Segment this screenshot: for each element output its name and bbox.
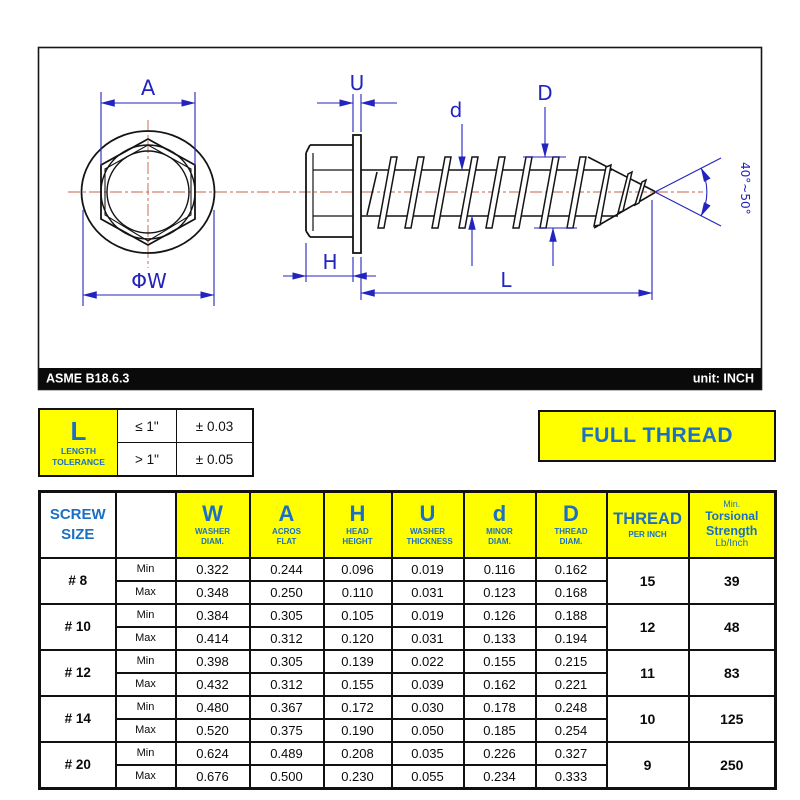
tolerance-condition: > 1" bbox=[118, 443, 177, 477]
table-row bbox=[40, 742, 776, 765]
symbol-h: H bbox=[349, 500, 366, 526]
column-header-w bbox=[176, 492, 250, 558]
spec-table-body bbox=[40, 558, 776, 789]
tolerance-title: LENGTH TOLERANCE bbox=[52, 445, 105, 467]
value-cell: 0.348 bbox=[176, 581, 250, 604]
table-row bbox=[40, 650, 776, 673]
table-row bbox=[40, 558, 776, 581]
value-cell: 0.172 bbox=[324, 696, 392, 719]
value-cell: 0.322 bbox=[176, 558, 250, 581]
value-cell: 0.185 bbox=[464, 719, 536, 742]
column-header-strength bbox=[689, 492, 776, 558]
column-header-d-major bbox=[536, 492, 607, 558]
value-cell: 0.375 bbox=[250, 719, 324, 742]
thread-per-inch-cell: 15 bbox=[607, 558, 689, 604]
value-cell: 0.162 bbox=[464, 673, 536, 696]
torsional-strength-cell: 48 bbox=[689, 604, 776, 650]
value-cell: 0.050 bbox=[392, 719, 464, 742]
value-cell: 0.019 bbox=[392, 558, 464, 581]
value-cell: 0.414 bbox=[176, 627, 250, 650]
value-cell: 0.520 bbox=[176, 719, 250, 742]
tolerance-value: ± 0.05 bbox=[177, 443, 254, 477]
dim-label-angle: 40°~50° bbox=[738, 162, 752, 215]
thread-per-inch-cell: 11 bbox=[607, 650, 689, 696]
strength-header-line2: Torsional bbox=[705, 508, 759, 523]
value-cell: 0.162 bbox=[536, 558, 607, 581]
footer-bar bbox=[39, 368, 761, 389]
washer-flange bbox=[353, 135, 361, 253]
strength-header-line4: Lb/Inch bbox=[715, 538, 749, 549]
value-cell: 0.480 bbox=[176, 696, 250, 719]
tolerance-symbol-cell bbox=[39, 409, 118, 476]
value-cell: 0.312 bbox=[250, 673, 324, 696]
thread-per-inch-cell: 10 bbox=[607, 696, 689, 742]
value-cell: 0.155 bbox=[464, 650, 536, 673]
length-tolerance-table bbox=[38, 408, 254, 477]
symbol-d-major: D bbox=[563, 500, 579, 526]
column-header-u bbox=[392, 492, 464, 558]
thread-per-inch-cell: 9 bbox=[607, 742, 689, 789]
symbol-w: W bbox=[202, 500, 223, 526]
torsional-strength-cell: 39 bbox=[689, 558, 776, 604]
row-label-max: Max bbox=[116, 673, 176, 696]
value-cell: 0.432 bbox=[176, 673, 250, 696]
row-label-min: Min bbox=[116, 604, 176, 627]
thread-header-line2: PER INCH bbox=[628, 530, 667, 540]
value-cell: 0.126 bbox=[464, 604, 536, 627]
standard-label: ASME B18.6.3 bbox=[46, 371, 130, 386]
value-cell: 0.055 bbox=[392, 765, 464, 789]
tolerance-symbol: L bbox=[70, 415, 87, 446]
value-cell: 0.384 bbox=[176, 604, 250, 627]
value-cell: 0.226 bbox=[464, 742, 536, 765]
value-cell: 0.190 bbox=[324, 719, 392, 742]
value-cell: 0.215 bbox=[536, 650, 607, 673]
row-label-max: Max bbox=[116, 765, 176, 789]
value-cell: 0.105 bbox=[324, 604, 392, 627]
screw-size-cell: # 20 bbox=[40, 742, 116, 789]
screw-size-cell: # 14 bbox=[40, 696, 116, 742]
value-cell: 0.327 bbox=[536, 742, 607, 765]
torsional-strength-cell: 125 bbox=[689, 696, 776, 742]
value-cell: 0.178 bbox=[464, 696, 536, 719]
value-cell: 0.398 bbox=[176, 650, 250, 673]
value-cell: 0.230 bbox=[324, 765, 392, 789]
column-header-screw-size: SCREW SIZE bbox=[40, 492, 116, 558]
value-cell: 0.676 bbox=[176, 765, 250, 789]
symbol-a: A bbox=[278, 500, 295, 526]
row-label-min: Min bbox=[116, 650, 176, 673]
value-cell: 0.110 bbox=[324, 581, 392, 604]
row-label-max: Max bbox=[116, 581, 176, 604]
caption-d-minor: MINOR DIAM. bbox=[486, 526, 513, 547]
value-cell: 0.250 bbox=[250, 581, 324, 604]
header-row bbox=[40, 492, 776, 558]
dim-label-u: U bbox=[349, 71, 365, 95]
symbol-d-minor: d bbox=[492, 500, 507, 526]
value-cell: 0.312 bbox=[250, 627, 324, 650]
value-cell: 0.168 bbox=[536, 581, 607, 604]
value-cell: 0.030 bbox=[392, 696, 464, 719]
tolerance-value: ± 0.03 bbox=[177, 409, 254, 443]
strength-header-line3: Strength bbox=[706, 523, 758, 538]
value-cell: 0.305 bbox=[250, 604, 324, 627]
full-thread-banner bbox=[538, 410, 776, 462]
row-label-max: Max bbox=[116, 627, 176, 650]
value-cell: 0.022 bbox=[392, 650, 464, 673]
caption-u: WASHER THICKNESS bbox=[406, 526, 453, 547]
caption-d-major: THREAD DIAM. bbox=[554, 526, 588, 547]
value-cell: 0.208 bbox=[324, 742, 392, 765]
value-cell: 0.234 bbox=[464, 765, 536, 789]
caption-a: ACROS FLAT bbox=[272, 526, 301, 547]
value-cell: 0.244 bbox=[250, 558, 324, 581]
dim-label-phi-w: ΦW bbox=[131, 269, 167, 293]
value-cell: 0.096 bbox=[324, 558, 392, 581]
column-header-h bbox=[324, 492, 392, 558]
value-cell: 0.188 bbox=[536, 604, 607, 627]
screw-size-cell: # 12 bbox=[40, 650, 116, 696]
value-cell: 0.254 bbox=[536, 719, 607, 742]
value-cell: 0.139 bbox=[324, 650, 392, 673]
value-cell: 0.489 bbox=[250, 742, 324, 765]
column-header-thread bbox=[607, 492, 689, 558]
dim-label-h: H bbox=[322, 250, 338, 274]
column-header-d-minor bbox=[464, 492, 536, 558]
torsional-strength-cell: 83 bbox=[689, 650, 776, 696]
caption-h: HEAD HEIGHT bbox=[342, 526, 373, 547]
row-label-min: Min bbox=[116, 742, 176, 765]
dim-label-l: L bbox=[500, 268, 512, 292]
value-cell: 0.039 bbox=[392, 673, 464, 696]
column-header-blank bbox=[116, 492, 176, 558]
symbol-u: U bbox=[419, 500, 436, 526]
spec-table bbox=[38, 490, 777, 790]
thread-per-inch-cell: 12 bbox=[607, 604, 689, 650]
value-cell: 0.123 bbox=[464, 581, 536, 604]
value-cell: 0.333 bbox=[536, 765, 607, 789]
value-cell: 0.133 bbox=[464, 627, 536, 650]
tolerance-condition: ≤ 1" bbox=[118, 409, 177, 443]
row-label-min: Min bbox=[116, 696, 176, 719]
strength-header-line1: Min. bbox=[723, 499, 741, 510]
value-cell: 0.019 bbox=[392, 604, 464, 627]
value-cell: 0.031 bbox=[392, 581, 464, 604]
dim-label-a: A bbox=[140, 76, 156, 100]
value-cell: 0.221 bbox=[536, 673, 607, 696]
thread-header-line1: THREAD bbox=[613, 510, 682, 529]
column-header-a bbox=[250, 492, 324, 558]
row-label-min: Min bbox=[116, 558, 176, 581]
value-cell: 0.155 bbox=[324, 673, 392, 696]
value-cell: 0.120 bbox=[324, 627, 392, 650]
value-cell: 0.248 bbox=[536, 696, 607, 719]
screw-size-cell: # 10 bbox=[40, 604, 116, 650]
value-cell: 0.305 bbox=[250, 650, 324, 673]
value-cell: 0.500 bbox=[250, 765, 324, 789]
value-cell: 0.194 bbox=[536, 627, 607, 650]
value-cell: 0.367 bbox=[250, 696, 324, 719]
dim-label-d-minor: d bbox=[449, 98, 463, 122]
unit-label: unit: INCH bbox=[692, 371, 754, 386]
value-cell: 0.116 bbox=[464, 558, 536, 581]
table-row bbox=[40, 696, 776, 719]
torsional-strength-cell: 250 bbox=[689, 742, 776, 789]
row-label-max: Max bbox=[116, 719, 176, 742]
value-cell: 0.624 bbox=[176, 742, 250, 765]
screw-size-cell: # 8 bbox=[40, 558, 116, 604]
value-cell: 0.035 bbox=[392, 742, 464, 765]
table-row bbox=[40, 604, 776, 627]
full-thread-label: FULL THREAD bbox=[580, 424, 734, 447]
value-cell: 0.031 bbox=[392, 627, 464, 650]
dim-label-d-major: D bbox=[537, 81, 553, 105]
caption-w: WASHER DIAM. bbox=[194, 526, 231, 547]
